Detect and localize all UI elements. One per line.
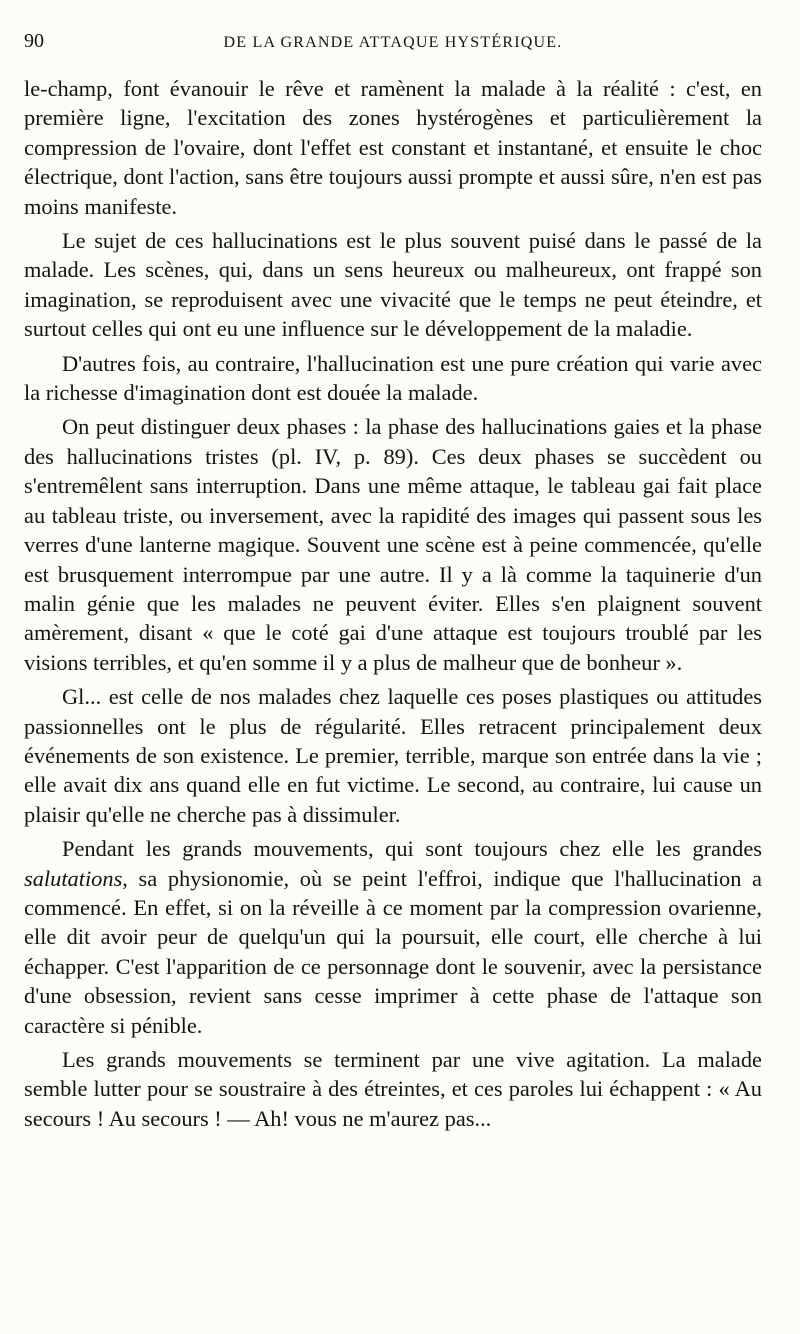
running-head: DE LA GRANDE ATTAQUE HYSTÉRIQUE. [223, 34, 563, 51]
paragraph-5: Gl... est celle de nos malades chez laquelle ces poses plastiques ou attitudes passionnelles ont le plus de régularité. Elles retracent principalement deux événements de son existence. Le premier, terrible, marque son entrée dans la vie ; elle avait dix ans quand elle en fut victime. Le second, au contraire, lui cause un plaisir qu'elle ne cherche pas à dissimuler. [24, 684, 762, 827]
body-text [24, 74, 762, 1133]
paragraph-7: Les grands mouvements se terminent par une vive agitation. La malade semble lutter pour se soustraire à des étreintes, et ces paroles lui échappent : « Au secours ! Au secours ! — Ah! vous ne m'aurez pas... [24, 1047, 762, 1131]
paragraph-6-italic-term: salutations [24, 865, 123, 891]
paragraph-1: le-champ, font évanouir le rêve et ramènent la malade à la réalité : c'est, en première ligne, l'excitation des zones hystérogènes et particulièrement la compression de l'ovaire, dont l'effet est constant et instantané, et ensuite le choc électrique, dont l'action, sans être toujours aussi prompte et aussi sûre, n'en est pas moins manifeste. [24, 76, 762, 219]
paragraph-6-text-after: , sa physionomie, où se peint l'effroi, indique que l'hallucination a commencé. En effet, si on la réveille à ce moment par la compression ovarienne, elle dit avoir peur de quelqu'un qui la poursuit, elle court, elle cherche à lui échapper. C'est l'apparition de ce personnage dont le souvenir, avec la persistance d'une obsession, revient sans cesse imprimer à cette phase de l'attaque son caractère si pénible. [24, 865, 762, 1038]
paragraph-4: On peut distinguer deux phases : la phase des hallucinations gaies et la phase des hallucinations tristes (pl. IV, p. 89). Ces deux phases se succèdent ou s'entremêlent sans interruption. Dans une même attaque, le tableau gai fait place au tableau triste, ou inversement, avec la rapidité des images qui passent sous les verres d'une lanterne magique. Souvent une scène est à peine commencée, qu'elle est brusquement interrompue par une autre. Il y a là comme la taquinerie d'un malin génie que les malades ne peuvent éviter. Elles s'en plaignent souvent amèrement, disant « que le coté gai d'une attaque est toujours troublé par les visions terribles, et qu'en somme il y a plus de malheur que de bonheur ». [24, 414, 762, 675]
page-number: 90 [24, 30, 44, 52]
paragraph-6-text-before: Pendant les grands mouvements, qui sont toujours chez elle les grandes [62, 836, 762, 862]
page-header [24, 30, 762, 70]
paragraph-2: Le sujet de ces hallucinations est le plus souvent puisé dans le passé de la malade. Les scènes, qui, dans un sens heureux ou malheureux, ont frappé son imagination, se reproduisent avec une vivacité que le temps ne peut éteindre, et surtout celles qui ont eu une influence sur le développement de la maladie. [24, 228, 762, 342]
paragraph-6 [24, 834, 762, 1040]
paragraph-3: D'autres fois, au contraire, l'hallucination est une pure création qui varie avec la richesse d'imagination dont est douée la malade. [24, 350, 762, 406]
